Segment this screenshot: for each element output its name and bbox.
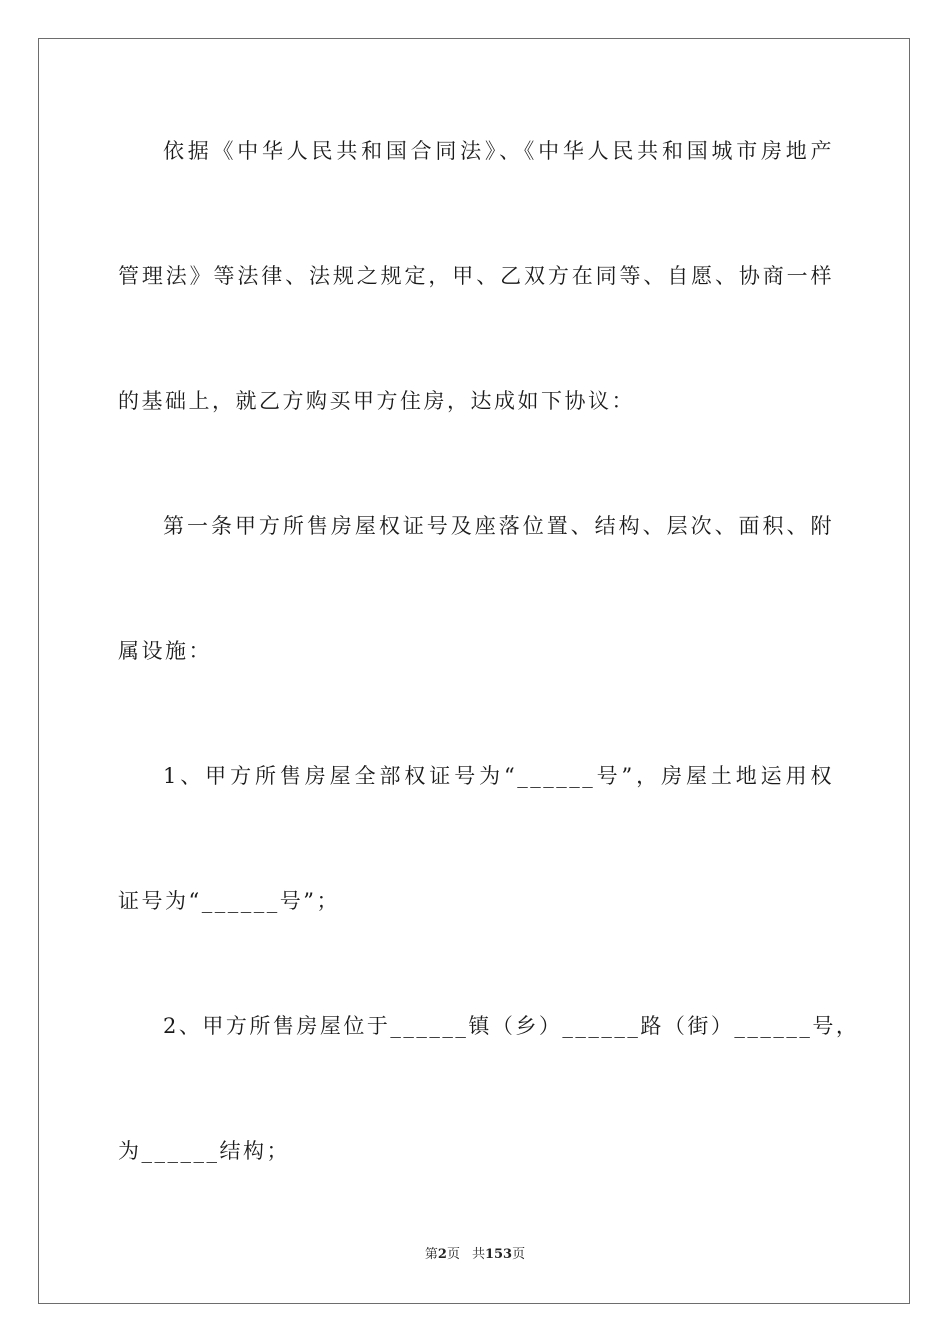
paragraph-line-6: 1、甲方所售房屋全部权证号为“______号”，房屋土地运用权 [163,764,834,788]
paragraph-line-2: 管理法》等法律、法规之规定，甲、乙双方在同等、自愿、协商一样 [118,264,834,288]
paragraph-line-3: 的基础上，就乙方购买甲方住房，达成如下协议： [118,389,635,413]
page-border [38,38,910,1304]
total-suffix: 页 [512,1247,526,1262]
paragraph-line-7: 证号为“______号”； [118,889,340,913]
page-footer [0,1246,950,1264]
paragraph-line-9: 为______结构； [118,1139,290,1163]
paragraph-line-4: 第一条甲方所售房屋权证号及座落位置、结构、层次、面积、附 [163,514,834,538]
paragraph-line-5: 属设施： [118,639,212,663]
page-suffix: 页 [446,1247,460,1262]
total-pages: 153 [484,1247,513,1262]
page-prefix: 第 [424,1247,438,1262]
total-prefix: 共 [471,1247,485,1262]
paragraph-line-1: 依据《中华人民共和国合同法》、《中华人民共和国城市房地产 [163,139,834,163]
page-number: 2 [437,1247,447,1262]
paragraph-line-8: 2、甲方所售房屋位于______镇（乡）______路（街）______号， [163,1014,860,1038]
